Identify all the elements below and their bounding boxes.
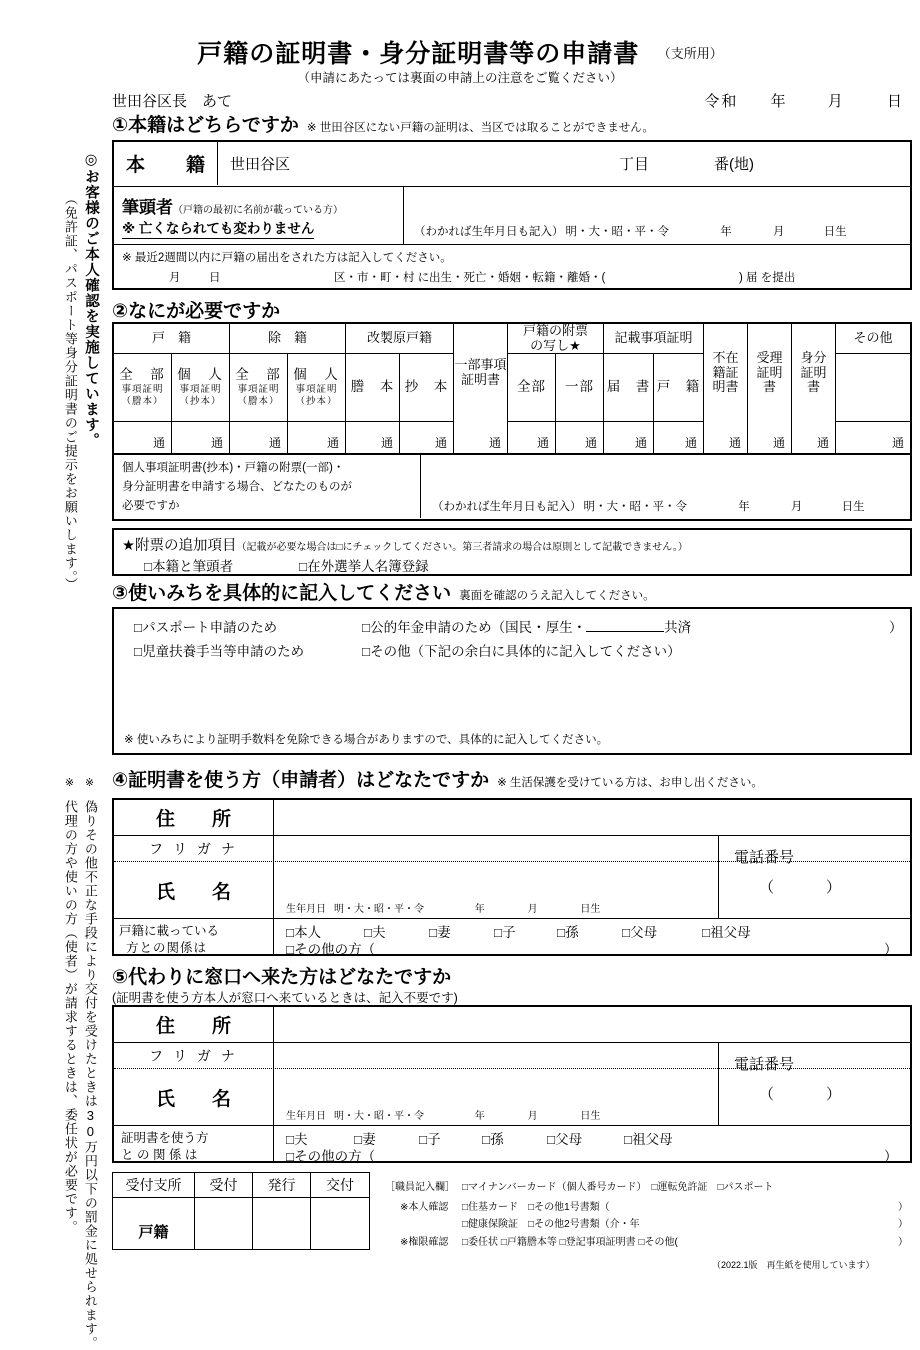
whose-day: 日生: [841, 501, 865, 513]
s4-tel-paren-open: （: [759, 879, 775, 896]
s5-furigana-label: フ リ ガ ナ: [114, 1043, 274, 1069]
s2-count-cell[interactable]: [836, 422, 910, 453]
side-note-mark-1: ※: [82, 776, 95, 790]
s2-col-label: 抄 本: [404, 379, 449, 395]
hittousha-birth-hint: （わかれば生年月日も記入） 明・大・昭・平・令 年 月 日生: [414, 226, 847, 238]
s2-col-label: 明書: [712, 379, 739, 395]
s2-col-label: 個 人: [177, 367, 224, 383]
s5-day: 日生: [580, 1111, 601, 1122]
staff-box-title: ［職員記入欄］: [385, 1182, 455, 1193]
s2-col-label: 証明: [756, 364, 783, 380]
s2-col-label: 身分: [800, 349, 827, 365]
s5-rel-other-close: ）: [884, 1149, 898, 1164]
hittousha-year: 年: [720, 226, 732, 238]
side-note-penalty: 偽りその他不正な手段により交付を受けたときは30万円以下の罰金に処せられます。: [82, 800, 98, 1350]
s2-col-label: 書: [762, 379, 776, 395]
staff-auth-label: ※権限確認: [400, 1237, 449, 1248]
s4-rel-grandchild[interactable]: □孫: [557, 925, 579, 940]
whose-line3: 必要ですか: [122, 500, 180, 512]
s4-furigana-input[interactable]: [276, 836, 719, 862]
s4-rel-parents[interactable]: □父母: [622, 925, 658, 940]
recent-notification-row: [114, 245, 910, 289]
s2-col-header: [114, 354, 172, 422]
s2-group-header: [792, 324, 836, 422]
s2-group-header: [836, 324, 910, 354]
s2-count-cell[interactable]: [604, 422, 654, 453]
s2-col-header: [508, 354, 556, 422]
section1-note: ※ 世田谷区にない戸籍の証明は、当区では取ることができません。: [306, 122, 654, 134]
staff-id-label: ※本人確認: [400, 1202, 449, 1213]
star-option-overseas-voter[interactable]: □在外選挙人名簿登録: [299, 559, 429, 574]
s2-col-label: （抄本）: [179, 395, 222, 407]
s2-group-label: の写し★: [530, 337, 581, 353]
whose-record-box: [112, 453, 912, 521]
s4-tel-paren-close: ）: [826, 879, 842, 896]
s2-group-header: [508, 324, 604, 354]
section3-heading: ③使いみちを具体的に記入してください 裏面を確認のうえ記入してください。: [112, 583, 655, 604]
s2-unit-label: 通: [772, 436, 785, 450]
hittousha-row: [114, 187, 910, 245]
purpose-pension-close: ）: [889, 620, 903, 635]
s2-group-label: 記載事項証明: [614, 330, 693, 346]
s2-col-header: [400, 354, 454, 422]
s4-rel-child[interactable]: □子: [494, 925, 516, 940]
s2-unit-label: 通: [152, 436, 165, 450]
section1-box: [112, 140, 912, 290]
s2-col-header: [288, 354, 346, 422]
title-note: （申請にあたっては裏面の申請上の注意をご覧ください）: [297, 71, 623, 85]
receipt-header-deliver: 交付: [326, 1177, 354, 1193]
recent-municipality: 区・市・町・村 に: [334, 272, 430, 284]
s2-col-label: 受理: [756, 349, 783, 365]
s2-group-header: [114, 324, 230, 354]
s5-address-row: [114, 1007, 910, 1043]
s4-relationship-row: [114, 919, 910, 957]
purpose-pension[interactable]: □公的年金申請のため（国民・厚生・ 共済: [362, 620, 692, 635]
purpose-passport[interactable]: □パスポート申請のため: [134, 620, 278, 635]
s5-relationship-row: [114, 1126, 910, 1164]
hittousha-eras: 明・大・昭・平・令: [565, 226, 669, 238]
s2-group-label: 改製原戸籍: [366, 330, 432, 346]
section2-heading: ②なにが必要ですか: [112, 301, 281, 322]
s2-count-cell[interactable]: [454, 422, 508, 453]
s2-group-header: [604, 324, 704, 354]
section5-note: (証明書を使う方本人が窓口へ来ているときは、記入不要です): [112, 991, 458, 1005]
s5-rel-grandparents[interactable]: □祖父母: [624, 1132, 673, 1147]
month-label: 月: [827, 93, 845, 110]
receipt-table: [112, 1172, 370, 1250]
date-row: [704, 90, 904, 111]
honseki-label: 本 籍: [114, 142, 218, 185]
s2-count-cell[interactable]: [114, 422, 172, 453]
s2-group-header: [748, 324, 792, 422]
s2-col-label: 事項証明: [179, 384, 222, 396]
s4-rel-husband[interactable]: □夫: [364, 925, 386, 940]
addressee-row: [112, 90, 912, 111]
hittousha-label: 筆頭者: [122, 198, 173, 217]
recent-month: 月: [169, 272, 181, 284]
staff-id-line3[interactable]: □健康保険証 □その他2号書類（介・年: [462, 1219, 640, 1230]
s2-unit-label: 通: [891, 436, 904, 450]
s4-rel-label-1: 戸籍に載っている: [119, 924, 220, 938]
purpose-other[interactable]: □その他（下記の余白に具体的に記入してください）: [362, 644, 681, 659]
s4-birth: 生年月日 明・大・昭・平・令 年 月 日生: [286, 904, 601, 915]
year-label: 年: [770, 93, 788, 110]
chome-label: 丁目: [619, 156, 650, 173]
s5-rel-parents[interactable]: □父母: [547, 1132, 583, 1147]
s2-col-label: 証明書: [460, 372, 500, 387]
s2-col-label: 事項証明: [121, 384, 164, 396]
day-label: 日: [886, 93, 904, 110]
section2-table: [112, 322, 912, 455]
s2-count-cell[interactable]: [792, 422, 836, 453]
s2-group-header: [346, 324, 454, 354]
s2-unit-label: 通: [536, 436, 549, 450]
receipt-header-row: [113, 1173, 369, 1198]
receipt-cell-deliver[interactable]: [311, 1198, 369, 1249]
s2-count-cell[interactable]: [288, 422, 346, 453]
section3-bottom-note: ※ 使いみちにより証明手数料を免除できる場合がありますので、具体的に記入してください。: [124, 734, 609, 746]
staff-id-line3-close: ）: [898, 1219, 908, 1230]
section5-heading: ⑤代わりに窓口へ来た方はどなたですか: [112, 967, 452, 988]
s2-unit-label: 通: [434, 436, 447, 450]
section4-box: [112, 798, 912, 956]
s2-group-header: [230, 324, 346, 354]
star-title: ★附票の追加項目: [122, 538, 237, 554]
s5-tel-paren-open: （: [759, 1086, 775, 1103]
staff-auth-line-close: ）: [898, 1237, 908, 1248]
side-note-proxy: 代理の方や使いの方（使者）が請求するときは、委任状が必要です。: [62, 800, 78, 1234]
s4-address-input[interactable]: [276, 800, 910, 835]
s2-col-label: 全部: [517, 379, 546, 395]
recent-note: ※ 最近2週間以内に戸籍の届出をされた方は記入してください。: [122, 252, 452, 264]
s2-group-header: [704, 324, 748, 422]
s4-tel-label: 電話番号: [734, 849, 795, 866]
s2-col-label: 不在: [712, 349, 739, 365]
receipt-row-label: 戸籍: [113, 1198, 195, 1249]
banchi-label: 番(地): [714, 156, 754, 173]
whose-eras: 明・大・昭・平・令: [583, 501, 687, 513]
s2-col-label: 籍証: [712, 364, 739, 380]
s2-col-header: [346, 354, 400, 422]
s2-col-label: 戸 籍: [656, 379, 701, 395]
s4-address-label: 住 所: [114, 800, 274, 835]
s4-rel-label-cell: [114, 919, 274, 954]
hittousha-month: 月: [772, 226, 785, 238]
s2-col-label: 事項証明: [295, 384, 338, 396]
s2-count-cell[interactable]: [508, 422, 556, 453]
receipt-cell-issue[interactable]: [253, 1198, 311, 1249]
s2-unit-label: 通: [380, 436, 393, 450]
s2-count-cell[interactable]: [346, 422, 400, 453]
receipt-header-accept: 受付: [195, 1173, 253, 1197]
era-label: 令和: [704, 93, 739, 110]
whose-line1: 個人事項証明書(抄本)・戸籍の附票(一部)・: [122, 462, 345, 474]
recent-day: 日: [209, 272, 221, 284]
s2-col-label: 書: [806, 379, 820, 395]
side-note-identity-line1: ◎お客様のご本人確認を実施しています。: [83, 152, 100, 448]
purpose-pension-post: 共済: [664, 620, 692, 635]
whose-month: 月: [790, 501, 803, 513]
s5-birth: 生年月日 明・大・昭・平・令 年 月 日生: [286, 1111, 601, 1122]
whose-birth-hint: （わかれば生年月日も記入） 明・大・昭・平・令 年 月 日生: [432, 501, 865, 513]
s2-col-header: [172, 354, 230, 422]
s2-col-header: [836, 354, 910, 422]
s2-col-header: [556, 354, 604, 422]
s2-col-label: （謄本）: [237, 395, 280, 407]
s4-rel-grandparents[interactable]: □祖父母: [702, 925, 751, 940]
s5-eras: 明・大・昭・平・令: [334, 1111, 424, 1122]
s5-furigana-input[interactable]: [276, 1043, 719, 1069]
s4-furigana-label: フ リ ガ ナ: [114, 836, 274, 862]
s5-rel-label-cell: [114, 1126, 274, 1161]
side-note-identity-line2: （免許証、パスポート等身分証明書のご提示をお願いします。）: [62, 192, 78, 592]
s5-rel-label-1: 証明書を使う方: [121, 1131, 209, 1145]
star-option-honseki[interactable]: □本籍と筆頭者: [144, 559, 234, 574]
section4-heading: ④証明書を使う方（申請者）はどなたですか ※ 生活保護を受けている方は、お申し出ください。: [112, 770, 763, 791]
s2-count-cell[interactable]: [748, 422, 792, 453]
s2-col-label: 届 書: [606, 379, 651, 395]
staff-auth-line[interactable]: □委任状 □戸籍謄本等 □登記事項証明書 □その他(: [462, 1237, 678, 1248]
s4-eras: 明・大・昭・平・令: [334, 904, 424, 915]
footer-version: （2022.1版 再生紙を使用しています）: [712, 1260, 875, 1270]
receipt-header-issue: 発行: [253, 1173, 311, 1197]
s2-col-header: [230, 354, 288, 422]
s5-rel-child[interactable]: □子: [419, 1132, 441, 1147]
s4-rel-other-close: ）: [884, 942, 898, 957]
s2-count-cell[interactable]: [556, 422, 604, 453]
s2-group-label: 戸籍の附票: [522, 322, 588, 338]
s5-rel-wife[interactable]: □妻: [354, 1132, 376, 1147]
section1-heading: ①本籍はどちらですか ※ 世田谷区にない戸籍の証明は、当区では取ることができません。: [112, 115, 654, 136]
s2-col-header: [654, 354, 704, 422]
receipt-body-row: [113, 1198, 369, 1249]
recent-kinds: 出生・死亡・婚姻・転籍・離婚・(: [429, 272, 606, 284]
s5-month: 月: [527, 1111, 538, 1122]
receipt-cell-accept[interactable]: [195, 1198, 253, 1249]
s2-col-label: 個 人: [293, 367, 340, 383]
s5-address-input[interactable]: [276, 1007, 910, 1042]
recent-tail: ) 届 を提出: [739, 272, 796, 284]
s2-unit-label: 通: [816, 436, 829, 450]
s2-unit-label: 通: [728, 436, 741, 450]
s2-group-label: 除 籍: [267, 330, 307, 346]
s4-rel-other[interactable]: □その他の方（: [286, 942, 376, 957]
staff-id-line1[interactable]: □マイナンバーカード（個人番号カード） □運転免許証 □パスポート: [462, 1182, 774, 1193]
s2-col-label: （謄本）: [121, 395, 164, 407]
s2-col-header: [604, 354, 654, 422]
s5-rel-grandchild[interactable]: □孫: [482, 1132, 504, 1147]
receipt-header-branch: 受付支所: [113, 1173, 195, 1197]
s4-rel-self[interactable]: □本人: [286, 925, 322, 940]
s2-count-cell[interactable]: [704, 422, 748, 453]
s2-count-cell[interactable]: [172, 422, 230, 453]
s2-unit-label: 通: [488, 436, 501, 450]
section5-box: [112, 1005, 912, 1163]
s2-count-cell[interactable]: [654, 422, 704, 453]
s2-col-label: 一部: [565, 379, 594, 395]
addressee: 世田谷区長 あて: [112, 93, 233, 110]
s5-rel-husband[interactable]: □夫: [286, 1132, 308, 1147]
side-note-mark-2: ※: [62, 776, 75, 790]
whose-record-label-cell: [114, 454, 421, 518]
s2-unit-label: 通: [326, 436, 339, 450]
s4-day: 日生: [580, 904, 601, 915]
hittousha-warning: ※ 亡くなられても変わりません: [122, 217, 314, 239]
s5-rel-label-2: と の 関 係 は: [121, 1148, 198, 1162]
staff-id-line2[interactable]: □住基カード □その他1号書類（: [462, 1202, 610, 1213]
s2-group-label: 戸 籍: [151, 330, 191, 346]
hittousha-paren: （戸籍の最初に名前が載っている方）: [173, 205, 343, 216]
s2-unit-label: 通: [684, 436, 697, 450]
purpose-child-allowance[interactable]: □児童扶養手当等申請のため: [134, 644, 305, 659]
s2-col-label: （抄本）: [295, 395, 338, 407]
s4-year: 年: [474, 904, 485, 915]
s2-unit-label: 通: [268, 436, 281, 450]
hittousha-label-cell: [114, 187, 404, 244]
s4-name-label: 氏 名: [114, 862, 274, 918]
s2-count-cell[interactable]: [400, 422, 454, 453]
s5-tel-label: 電話番号: [734, 1056, 795, 1073]
s4-address-row: [114, 800, 910, 836]
s2-group-label: その他: [853, 330, 893, 346]
s2-col-label: 一部事項: [454, 357, 507, 373]
s2-col-label: 証明: [800, 364, 827, 380]
whose-year: 年: [738, 501, 750, 513]
section3-note: 裏面を確認のうえ記入してください。: [459, 590, 655, 602]
s2-count-cell[interactable]: [230, 422, 288, 453]
form-title-row: [0, 34, 920, 70]
s2-group-header: [454, 324, 508, 422]
s2-unit-label: 通: [210, 436, 223, 450]
s5-name-label: 氏 名: [114, 1069, 274, 1125]
section3-box: [112, 607, 912, 755]
star-additional-box: [112, 528, 912, 576]
s4-rel-wife[interactable]: □妻: [429, 925, 451, 940]
whose-line2: 身分証明書を申請する場合、どなたのものが: [122, 481, 352, 493]
section4-note: ※ 生活保護を受けている方は、お申し出ください。: [497, 777, 763, 789]
hittousha-day: 日生: [823, 226, 847, 238]
s5-year: 年: [474, 1111, 485, 1122]
staff-id-line2-close: ）: [898, 1202, 908, 1213]
s2-unit-label: 通: [584, 436, 597, 450]
star-note: （記載が必要な場合は□にチェックしてください。第三者請求の場合は原則として記載できません。）: [236, 542, 688, 553]
s2-unit-label: 通: [634, 436, 647, 450]
honseki-row: [114, 142, 910, 187]
page-title: 戸籍の証明書・身分証明書等の申請書: [197, 40, 640, 68]
s5-rel-other[interactable]: □その他の方（: [286, 1149, 376, 1164]
s4-rel-label-2: 方との関係は: [126, 941, 208, 955]
title-suffix: （支所用）: [657, 45, 723, 61]
s2-col-label: 事項証明: [237, 384, 280, 396]
s5-address-label: 住 所: [114, 1007, 274, 1042]
s2-col-label: 全 部: [119, 367, 166, 383]
s2-col-label: 謄 本: [350, 379, 395, 395]
s5-tel-paren-close: ）: [826, 1086, 842, 1103]
s4-month: 月: [527, 904, 538, 915]
honseki-value: 世田谷区: [230, 156, 291, 173]
s2-col-label: 全 部: [235, 367, 282, 383]
